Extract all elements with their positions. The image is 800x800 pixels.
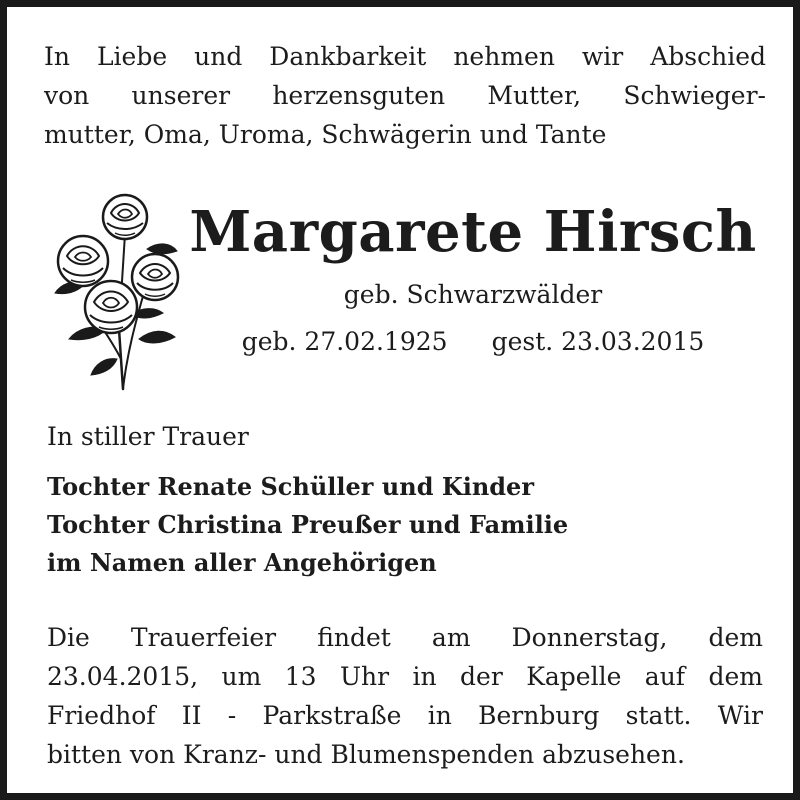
funeral-info (47, 618, 763, 774)
death-date: gest. 23.03.2015 (491, 327, 705, 356)
funeral-line: Die Trauerfeier findet am Donnerstag, dem (47, 623, 763, 652)
intro-line: von unserer herzensguten Mutter, Schwieger- (44, 81, 766, 110)
mourner: Tochter Renate Schüller und Kinder (47, 472, 534, 501)
mourners-list (47, 468, 568, 582)
funeral-line: 23.04.2015, um 13 Uhr in der Kapelle auf dem (47, 662, 763, 691)
mourner: Tochter Christina Preußer und Familie (47, 510, 569, 539)
rose-bouquet-icon (47, 189, 187, 394)
intro-line: mutter, Oma, Uroma, Schwägerin und Tante (44, 120, 607, 149)
intro-line: In Liebe und Dankbarkeit nehmen wir Abschied (44, 42, 766, 71)
life-dates (187, 324, 759, 360)
deceased-name: Margarete Hirsch (189, 199, 757, 265)
mourning-heading: In stiller Trauer (47, 422, 249, 451)
rose (132, 254, 178, 300)
rose (58, 236, 108, 286)
birth-date: geb. 27.02.1925 (241, 327, 448, 356)
rose (103, 195, 147, 239)
birth-name: geb. Schwarzwälder (343, 280, 603, 309)
funeral-line: bitten von Kranz- und Blumenspenden abzusehen. (47, 740, 685, 769)
funeral-line: Friedhof II - Parkstraße in Bernburg statt. Wir (47, 701, 763, 730)
mourner: im Namen aller Angehörigen (47, 548, 437, 577)
intro-text (44, 37, 766, 154)
rose (85, 281, 137, 333)
